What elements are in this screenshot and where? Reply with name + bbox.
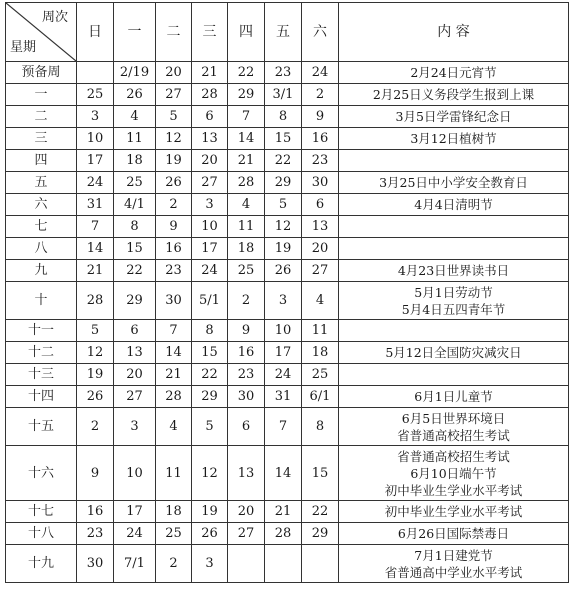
event-line: 7月1日建党节 [414, 547, 493, 563]
event-cell [339, 84, 569, 106]
table-row [6, 84, 569, 106]
date-cell-fri: 12 [265, 216, 302, 238]
week-number-cell: 三 [6, 128, 77, 150]
date-cell-thu: 18 [228, 238, 265, 260]
week-number-cell: 四 [6, 150, 77, 172]
date-cell-fri: 23 [265, 62, 302, 84]
event-line: 省普通高校招生考试 [397, 448, 510, 464]
content-header: 内 容 [339, 3, 569, 62]
event-cell [339, 342, 569, 364]
table-row [6, 194, 569, 216]
date-cell-sat: 16 [302, 128, 339, 150]
event-line: 2月24日元宵节 [410, 65, 497, 80]
date-cell-thu: 14 [228, 128, 265, 150]
event-cell [339, 172, 569, 194]
date-cell-thu: 29 [228, 84, 265, 106]
table-row [6, 523, 569, 545]
week-number-cell: 十二 [6, 342, 77, 364]
table-row [6, 446, 569, 501]
table-row [6, 364, 569, 386]
date-cell-wed: 12 [192, 446, 228, 501]
week-number-cell: 十七 [6, 501, 77, 523]
date-cell-sun: 31 [77, 194, 114, 216]
date-cell-sun: 9 [77, 446, 114, 501]
date-cell-thu: 21 [228, 150, 265, 172]
date-cell-wed: 27 [192, 172, 228, 194]
date-cell-wed: 3 [192, 545, 228, 583]
day-header-thu: 四 [228, 3, 265, 62]
date-cell-sun: 16 [77, 501, 114, 523]
date-cell-fri: 14 [265, 446, 302, 501]
date-cell-tue: 30 [156, 282, 192, 320]
table-row [6, 216, 569, 238]
table-row [6, 106, 569, 128]
event-line: 6月26日国际禁毒日 [397, 526, 510, 541]
date-cell-thu: 2 [228, 282, 265, 320]
event-line: 省普通高中学业水平考试 [384, 564, 523, 580]
date-cell-wed: 6 [192, 106, 228, 128]
date-cell-thu: 7 [228, 106, 265, 128]
date-cell-thu: 23 [228, 364, 265, 386]
event-line: 6月5日世界环境日 [401, 410, 506, 426]
date-cell-sat: 11 [302, 320, 339, 342]
date-cell-sat: 24 [302, 62, 339, 84]
date-cell-sat: 22 [302, 501, 339, 523]
date-cell-mon: 25 [114, 172, 156, 194]
date-cell-sun: 7 [77, 216, 114, 238]
event-cell [339, 446, 569, 501]
date-cell-thu: 28 [228, 172, 265, 194]
date-cell-sat: 15 [302, 446, 339, 501]
date-cell-fri: 7 [265, 408, 302, 446]
week-number-cell: 二 [6, 106, 77, 128]
date-cell-sun: 2 [77, 408, 114, 446]
week-number-cell: 十一 [6, 320, 77, 342]
event-cell [339, 364, 569, 386]
day-header-sat: 六 [302, 3, 339, 62]
week-number-cell: 六 [6, 194, 77, 216]
date-cell-wed: 5 [192, 408, 228, 446]
table-row [6, 501, 569, 523]
date-cell-tue: 28 [156, 386, 192, 408]
date-cell-wed: 22 [192, 364, 228, 386]
date-cell-mon: 3 [114, 408, 156, 446]
date-cell-sat [302, 545, 339, 583]
corner-header-cell [6, 3, 77, 62]
date-cell-mon: 11 [114, 128, 156, 150]
date-cell-mon: 24 [114, 523, 156, 545]
date-cell-fri [265, 545, 302, 583]
event-cell [339, 194, 569, 216]
date-cell-wed: 21 [192, 62, 228, 84]
event-cell [339, 106, 569, 128]
event-cell [339, 282, 569, 320]
event-line: 5月4日五四青年节 [401, 301, 506, 317]
day-header-sun: 日 [77, 3, 114, 62]
table-row [6, 408, 569, 446]
date-cell-fri: 10 [265, 320, 302, 342]
date-cell-mon: 27 [114, 386, 156, 408]
date-cell-mon: 22 [114, 260, 156, 282]
event-cell [339, 216, 569, 238]
date-cell-fri: 31 [265, 386, 302, 408]
event-line: 5月12日全国防灾减灾日 [385, 345, 522, 360]
day-header-tue: 二 [156, 3, 192, 62]
date-cell-tue: 2 [156, 545, 192, 583]
event-line: 4月23日世界读书日 [397, 263, 510, 278]
date-cell-wed: 13 [192, 128, 228, 150]
date-cell-mon: 6 [114, 320, 156, 342]
event-cell [339, 545, 569, 583]
event-line: 初中毕业生学业水平考试 [384, 504, 523, 519]
event-line: 省普通高校招生考试 [397, 427, 510, 443]
date-cell-thu: 13 [228, 446, 265, 501]
date-cell-mon: 29 [114, 282, 156, 320]
day-header-fri: 五 [265, 3, 302, 62]
table-row [6, 282, 569, 320]
date-cell-fri: 26 [265, 260, 302, 282]
event-line: 4月4日清明节 [414, 197, 493, 212]
event-cell [339, 260, 569, 282]
date-cell-sun: 10 [77, 128, 114, 150]
date-cell-sat: 6 [302, 194, 339, 216]
date-cell-tue: 11 [156, 446, 192, 501]
date-cell-tue: 19 [156, 150, 192, 172]
date-cell-sat: 18 [302, 342, 339, 364]
date-cell-fri: 3/1 [265, 84, 302, 106]
event-line: 6月1日儿童节 [414, 389, 493, 404]
date-cell-tue: 25 [156, 523, 192, 545]
day-header-mon: 一 [114, 3, 156, 62]
date-cell-fri: 17 [265, 342, 302, 364]
date-cell-fri: 22 [265, 150, 302, 172]
weekday-label: 星期 [10, 40, 37, 55]
date-cell-mon: 26 [114, 84, 156, 106]
date-cell-fri: 5 [265, 194, 302, 216]
date-cell-sun: 12 [77, 342, 114, 364]
date-cell-thu: 22 [228, 62, 265, 84]
date-cell-sun: 24 [77, 172, 114, 194]
date-cell-wed: 26 [192, 523, 228, 545]
date-cell-tue: 7 [156, 320, 192, 342]
week-number-cell: 九 [6, 260, 77, 282]
date-cell-thu: 27 [228, 523, 265, 545]
date-cell-sun: 14 [77, 238, 114, 260]
date-cell-sat: 4 [302, 282, 339, 320]
date-cell-wed: 20 [192, 150, 228, 172]
table-row [6, 342, 569, 364]
date-cell-mon: 15 [114, 238, 156, 260]
date-cell-mon: 18 [114, 150, 156, 172]
event-cell [339, 501, 569, 523]
date-cell-mon: 4 [114, 106, 156, 128]
date-cell-sat: 29 [302, 523, 339, 545]
date-cell-sun: 3 [77, 106, 114, 128]
date-cell-sat: 20 [302, 238, 339, 260]
date-cell-tue: 18 [156, 501, 192, 523]
date-cell-mon: 8 [114, 216, 156, 238]
table-row [6, 320, 569, 342]
event-cell [339, 408, 569, 446]
date-cell-thu: 30 [228, 386, 265, 408]
date-cell-wed: 29 [192, 386, 228, 408]
date-cell-sun: 19 [77, 364, 114, 386]
event-cell [339, 523, 569, 545]
week-number-cell: 十三 [6, 364, 77, 386]
date-cell-tue: 23 [156, 260, 192, 282]
day-header-wed: 三 [192, 3, 228, 62]
event-cell [339, 150, 569, 172]
date-cell-wed: 3 [192, 194, 228, 216]
date-cell-sat: 23 [302, 150, 339, 172]
date-cell-fri: 3 [265, 282, 302, 320]
table-row [6, 172, 569, 194]
date-cell-mon: 13 [114, 342, 156, 364]
table-row [6, 386, 569, 408]
date-cell-thu: 6 [228, 408, 265, 446]
date-cell-mon: 20 [114, 364, 156, 386]
week-number-cell: 八 [6, 238, 77, 260]
event-line: 初中毕业生学业水平考试 [384, 482, 523, 498]
date-cell-tue: 14 [156, 342, 192, 364]
week-number-cell: 十四 [6, 386, 77, 408]
week-number-cell: 十八 [6, 523, 77, 545]
date-cell-sat: 8 [302, 408, 339, 446]
calendar-body [6, 62, 569, 583]
event-cell [339, 128, 569, 150]
date-cell-sun: 26 [77, 386, 114, 408]
table-row [6, 128, 569, 150]
event-line: 3月25日中小学安全教育日 [379, 175, 528, 190]
header-row [6, 3, 569, 62]
date-cell-wed: 28 [192, 84, 228, 106]
event-line: 5月1日劳动节 [414, 284, 493, 300]
date-cell-fri: 29 [265, 172, 302, 194]
table-row [6, 150, 569, 172]
date-cell-tue: 2 [156, 194, 192, 216]
date-cell-fri: 15 [265, 128, 302, 150]
week-number-label: 周次 [41, 10, 68, 25]
date-cell-fri: 19 [265, 238, 302, 260]
date-cell-sun: 21 [77, 260, 114, 282]
table-row [6, 238, 569, 260]
school-calendar-table [5, 2, 569, 583]
table-row [6, 545, 569, 583]
week-number-cell: 一 [6, 84, 77, 106]
date-cell-sat: 25 [302, 364, 339, 386]
date-cell-fri: 21 [265, 501, 302, 523]
date-cell-wed: 5/1 [192, 282, 228, 320]
event-cell [339, 62, 569, 84]
table-row [6, 62, 569, 84]
date-cell-fri: 24 [265, 364, 302, 386]
date-cell-tue: 16 [156, 238, 192, 260]
date-cell-thu [228, 545, 265, 583]
date-cell-sun: 25 [77, 84, 114, 106]
week-number-cell: 十六 [6, 446, 77, 501]
date-cell-tue: 4 [156, 408, 192, 446]
week-number-cell: 七 [6, 216, 77, 238]
event-cell [339, 320, 569, 342]
event-line: 3月5日学雷锋纪念日 [395, 109, 512, 124]
date-cell-wed: 24 [192, 260, 228, 282]
date-cell-tue: 26 [156, 172, 192, 194]
date-cell-mon: 10 [114, 446, 156, 501]
date-cell-wed: 15 [192, 342, 228, 364]
date-cell-sat: 2 [302, 84, 339, 106]
date-cell-sun [77, 62, 114, 84]
week-number-cell: 预备周 [6, 62, 77, 84]
date-cell-thu: 9 [228, 320, 265, 342]
date-cell-sun: 28 [77, 282, 114, 320]
date-cell-thu: 20 [228, 501, 265, 523]
date-cell-mon: 4/1 [114, 194, 156, 216]
date-cell-fri: 28 [265, 523, 302, 545]
date-cell-sun: 17 [77, 150, 114, 172]
date-cell-wed: 10 [192, 216, 228, 238]
event-cell [339, 238, 569, 260]
date-cell-tue: 9 [156, 216, 192, 238]
date-cell-tue: 12 [156, 128, 192, 150]
date-cell-mon: 2/19 [114, 62, 156, 84]
event-line: 2月25日义务段学生报到上课 [372, 87, 535, 102]
event-cell [339, 386, 569, 408]
date-cell-tue: 21 [156, 364, 192, 386]
date-cell-sun: 5 [77, 320, 114, 342]
week-number-cell: 五 [6, 172, 77, 194]
date-cell-thu: 16 [228, 342, 265, 364]
date-cell-sat: 13 [302, 216, 339, 238]
date-cell-mon: 7/1 [114, 545, 156, 583]
date-cell-tue: 27 [156, 84, 192, 106]
date-cell-sun: 23 [77, 523, 114, 545]
week-number-cell: 十五 [6, 408, 77, 446]
table-row [6, 260, 569, 282]
date-cell-fri: 8 [265, 106, 302, 128]
date-cell-thu: 4 [228, 194, 265, 216]
date-cell-sat: 30 [302, 172, 339, 194]
date-cell-thu: 11 [228, 216, 265, 238]
date-cell-sun: 30 [77, 545, 114, 583]
week-number-cell: 十 [6, 282, 77, 320]
date-cell-tue: 20 [156, 62, 192, 84]
date-cell-sat: 27 [302, 260, 339, 282]
week-number-cell: 十九 [6, 545, 77, 583]
date-cell-thu: 25 [228, 260, 265, 282]
date-cell-mon: 17 [114, 501, 156, 523]
date-cell-sat: 6/1 [302, 386, 339, 408]
date-cell-wed: 17 [192, 238, 228, 260]
event-line: 3月12日植树节 [410, 131, 497, 146]
date-cell-wed: 19 [192, 501, 228, 523]
date-cell-tue: 5 [156, 106, 192, 128]
date-cell-sat: 9 [302, 106, 339, 128]
date-cell-wed: 8 [192, 320, 228, 342]
event-line: 6月10日端午节 [410, 465, 497, 481]
